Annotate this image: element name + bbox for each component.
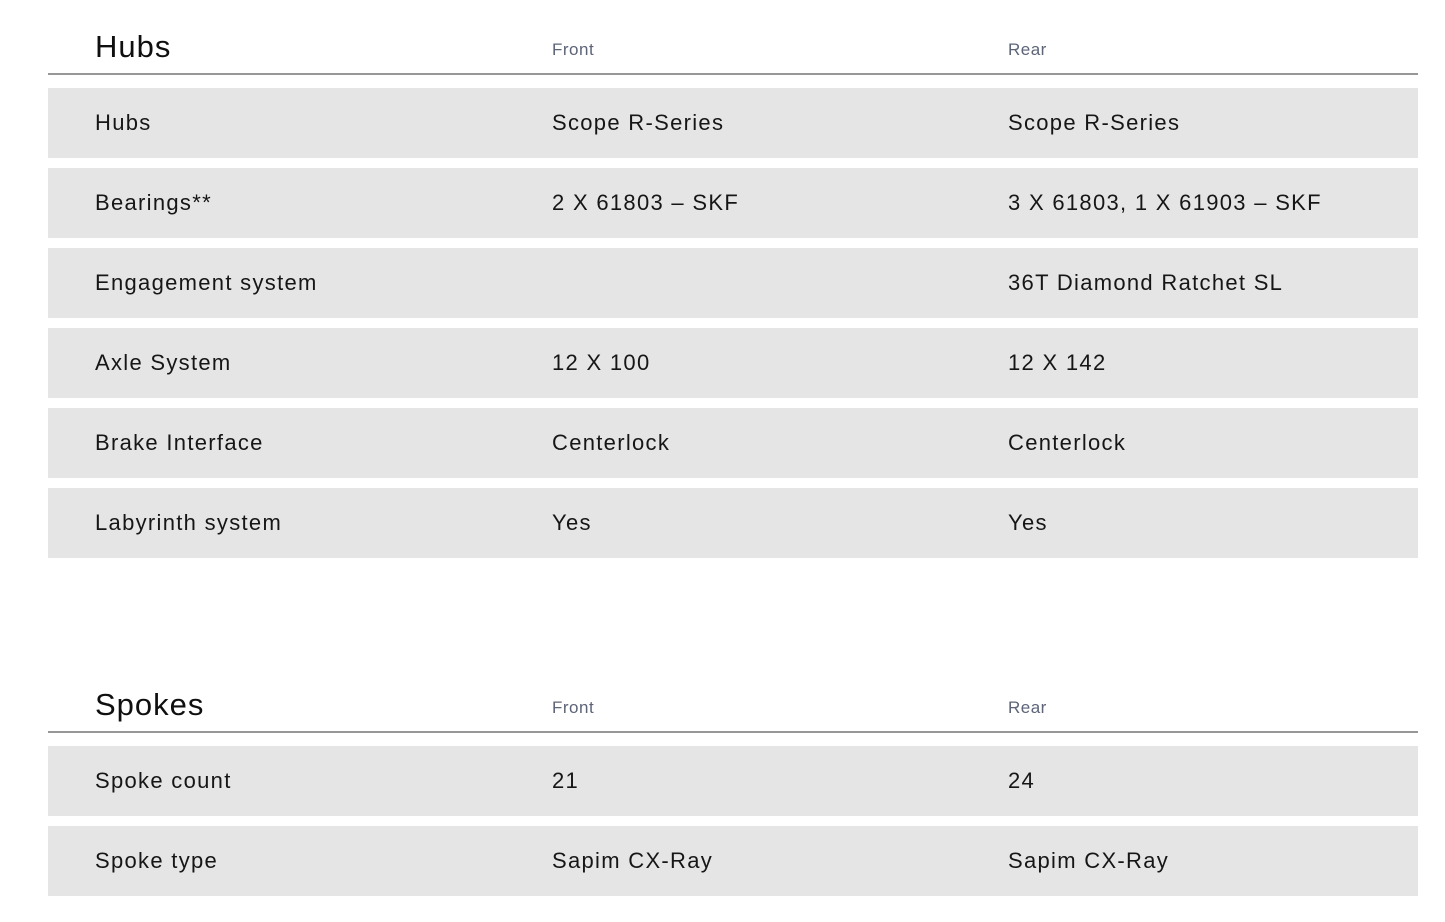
spec-label: Bearings** bbox=[95, 190, 212, 215]
table-row bbox=[48, 408, 1418, 478]
spec-value-rear: Sapim CX-Ray bbox=[1008, 848, 1170, 873]
spec-value-rear: 24 bbox=[1008, 768, 1036, 793]
spec-label: Axle System bbox=[95, 350, 232, 375]
section-title: Hubs bbox=[95, 29, 172, 64]
spec-value-front: 2 X 61803 – SKF bbox=[552, 190, 740, 215]
spec-label: Labyrinth system bbox=[95, 510, 283, 535]
column-header-front: Front bbox=[552, 40, 595, 59]
spec-value-rear: Centerlock bbox=[1008, 430, 1127, 455]
table-row bbox=[48, 248, 1418, 318]
section-title: Spokes bbox=[95, 687, 205, 722]
table-row bbox=[48, 746, 1418, 816]
section-header bbox=[48, 30, 1418, 75]
spec-label: Hubs bbox=[95, 110, 152, 135]
spec-value-front: Sapim CX-Ray bbox=[552, 848, 714, 873]
spec-value-front: 21 bbox=[552, 768, 580, 793]
spec-value-rear: 36T Diamond Ratchet SL bbox=[1008, 270, 1284, 295]
spec-value-front: Scope R-Series bbox=[552, 110, 725, 135]
section-rows bbox=[48, 88, 1418, 558]
table-row bbox=[48, 168, 1418, 238]
spec-label: Brake Interface bbox=[95, 430, 264, 455]
spec-label: Spoke type bbox=[95, 848, 219, 873]
column-header-rear: Rear bbox=[1008, 698, 1047, 717]
section-rows bbox=[48, 746, 1418, 896]
column-header-front: Front bbox=[552, 698, 595, 717]
spec-value-rear: 3 X 61803, 1 X 61903 – SKF bbox=[1008, 190, 1322, 215]
spec-value-rear: Yes bbox=[1008, 510, 1048, 535]
column-header-rear: Rear bbox=[1008, 40, 1047, 59]
section-header bbox=[48, 688, 1418, 733]
table-row bbox=[48, 88, 1418, 158]
spec-label: Engagement system bbox=[95, 270, 318, 295]
table-row bbox=[48, 328, 1418, 398]
spec-label: Spoke count bbox=[95, 768, 232, 793]
spec-section-spokes bbox=[48, 568, 1418, 896]
spec-value-rear: Scope R-Series bbox=[1008, 110, 1181, 135]
spec-value-front: Centerlock bbox=[552, 430, 671, 455]
spec-value-front: Yes bbox=[552, 510, 592, 535]
spec-section-hubs bbox=[48, 0, 1418, 558]
spec-value-front: 12 X 100 bbox=[552, 350, 651, 375]
table-row bbox=[48, 488, 1418, 558]
table-row bbox=[48, 826, 1418, 896]
spec-value-rear: 12 X 142 bbox=[1008, 350, 1107, 375]
